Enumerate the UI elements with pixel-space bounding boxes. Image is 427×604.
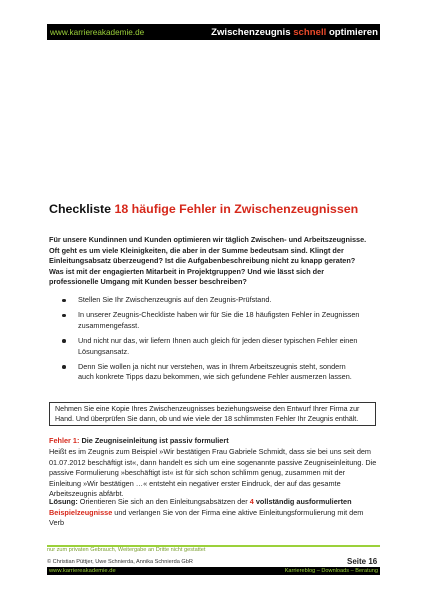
bullet-icon	[62, 314, 66, 318]
footer-links[interactable]: Karriereblog – Downloads – Beratung	[284, 568, 378, 574]
beispielzeugnisse-link[interactable]: Beispielzeugnisse	[49, 507, 113, 517]
list-item: Denn Sie wollen ja nicht nur verstehen, was in Ihrem Arbeitszeugnis steht, sondern auch konkrete Tipps dazu bekommen, wie sich gefundene Fehler ausmerzen lassen.	[62, 362, 362, 383]
header-bar	[47, 24, 380, 40]
header-title: Zwischenzeugnis schnell optimieren	[211, 26, 378, 38]
footer-site-link[interactable]: www.karriereakademie.de	[49, 568, 116, 574]
page-title: Checkliste 18 häufige Fehler in Zwischenzeugnissen	[49, 202, 359, 216]
fehler-1-heading: Fehler 1: Die Zeugniseinleitung ist passiv formuliert	[49, 436, 229, 445]
loesung-paragraph: Lösung: Orientieren Sie sich an den Einleitungsabsätzen der 4 vollständig ausformulierten Beispielzeugnisse und verlangen Sie von der Firma eine aktive Einleitungsformulierung mit dem Verb	[49, 497, 364, 528]
header-site-link[interactable]: www.karriereakademie.de	[50, 27, 145, 37]
instruction-box: Nehmen Sie eine Kopie Ihres Zwischenzeugnisses beziehungsweise den Entwurf Ihrer Firma zur Hand. Und überprüfen Sie dann, ob und wie viele der 18 schlimmsten Fehler Ihr Zeugnis enthält.	[49, 402, 376, 426]
bullet-icon	[62, 339, 66, 343]
list-item: Stellen Sie Ihr Zwischenzeugnis auf den Zeugnis-Prüfstand.	[62, 295, 362, 306]
list-item: Und nicht nur das, wir liefern Ihnen auch gleich für jeden dieser typischen Fehler einen Lösungsansatz.	[62, 336, 362, 357]
bullet-list	[62, 295, 362, 388]
bullet-icon	[62, 299, 66, 303]
bullet-icon	[62, 365, 66, 369]
intro-paragraph: Für unsere Kundinnen und Kunden optimieren wir täglich Zwischen- und Arbeitszeugnisse. Oft geht es um viele Kleinigkeiten, die aber in der Summe bedeutsam sind. Klingt der Einleitungsabsatz überzeugend? Ist die Aufgabenbeschreibung nicht zu knapp geraten? Was ist mit der engagierten Mitarbeit in Projektgruppen? Und wie lässt sich der professionelle Umgang mit Kunden besser beschreiben?	[49, 235, 367, 287]
footer-note: nur zum privaten Gebrauch, Weitergabe an Dritte nicht gestattet	[47, 547, 206, 553]
footer-bar	[47, 567, 380, 575]
fehler-1-body: Heißt es im Zeugnis zum Beispiel »Wir bestätigen Frau Gabriele Schmidt, dass sie bei uns seit dem 01.07.2012 beschäftigt ist«, dann handelt es sich um eine sogenannte passive Zeugniseinleitung. Die passive Formulierung »beschäftigt ist« ist für sich schon schlimm genug, zusammen mit der Einleitung »Wir bestätigen …« entsteht ein negativer erster Eindruck, der auf das gesamte Arbeitszeugnis abfärbt.	[49, 447, 377, 499]
list-item: In unserer Zeugnis-Checkliste haben wir für Sie die 18 häufigsten Fehler in Zeugnissen zusammengefasst.	[62, 310, 362, 331]
footer-copyright: © Christian Püttjer, Uwe Schnierda, Annika Schnierda GbR	[47, 559, 193, 565]
page-number: Seite 16	[347, 557, 378, 566]
